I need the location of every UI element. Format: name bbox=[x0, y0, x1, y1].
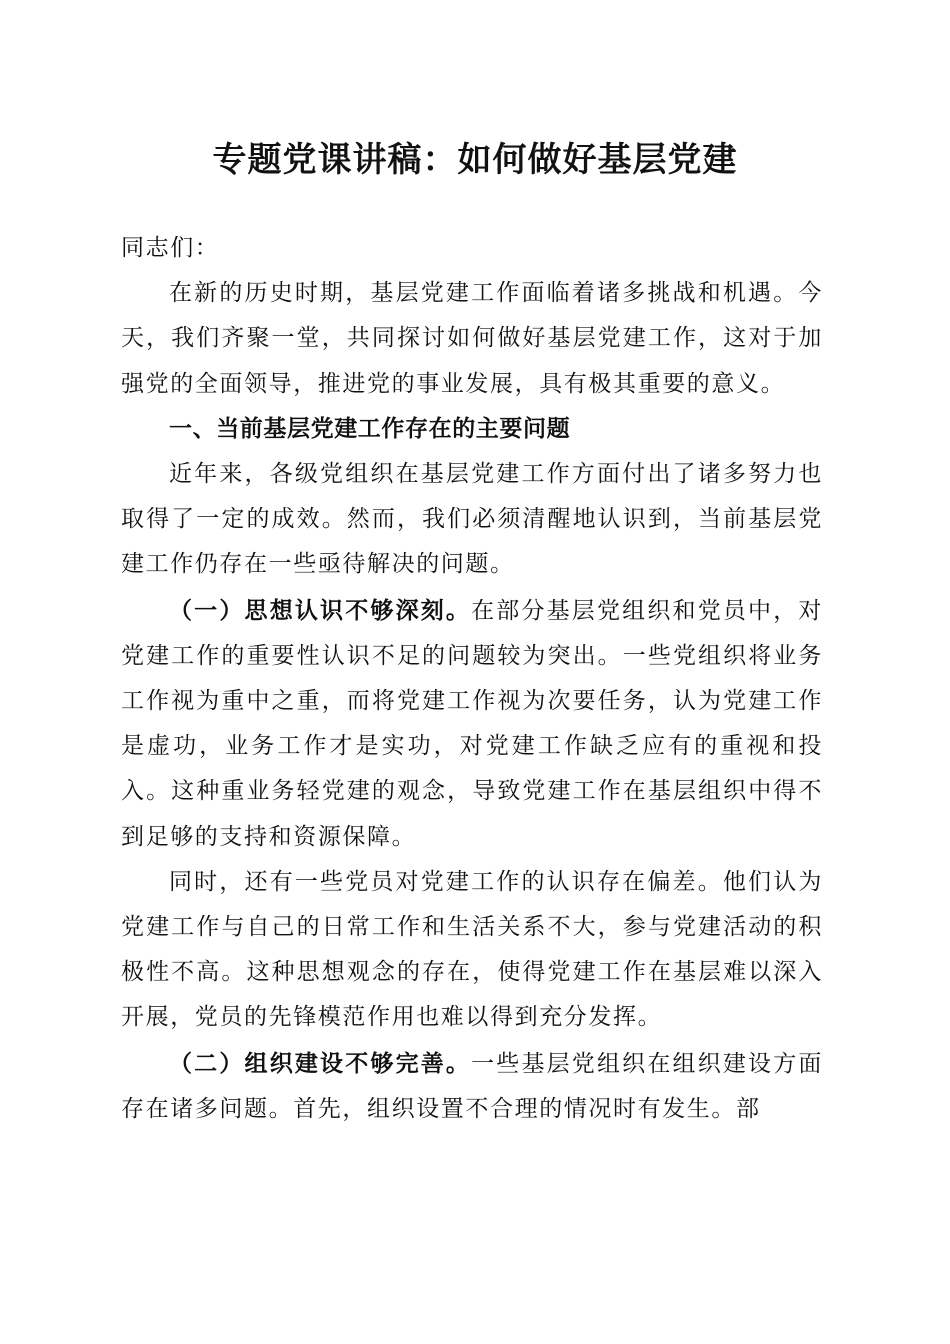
document-title: 专题党课讲稿：如何做好基层党建 bbox=[212, 140, 738, 180]
section-heading: 一、当前基层党建工作存在的主要问题 bbox=[169, 415, 571, 442]
subsection-2 bbox=[121, 1041, 823, 1132]
intro-paragraph: 在新的历史时期，基层党建工作面临着诸多挑战和机遇。今天，我们齐聚一堂，共同探讨如何做好基层党建工作，这对于加强党的全面领导，推进党的事业发展，具有极其重要的意义。 bbox=[121, 280, 823, 397]
subsection-1 bbox=[121, 588, 823, 860]
salutation: 同志们： bbox=[121, 235, 220, 261]
subsection-2-text: 一些基层党组织在组织建设方面存在诸多问题。首先，组织设置不合理的情况时有发生。部 bbox=[121, 1050, 823, 1122]
section-paragraph-2: 同时，还有一些党员对党建工作的认识存在偏差。他们认为党建工作与自己的日常工作和生活关系不大，参与党建活动的积极性不高。这种思想观念的存在，使得党建工作在基层难以深入开展，党员的先锋模范作用也难以得到充分发挥。 bbox=[121, 868, 823, 1031]
subsection-1-lead: （一）思想认识不够深刻。 bbox=[169, 596, 472, 624]
subsection-2-lead: （二）组织建设不够完善。 bbox=[169, 1049, 472, 1077]
subsection-1-text: 在部分基层党组织和党员中，对党建工作的重要性认识不足的问题较为突出。一些党组织将业务工作视为重中之重，而将党建工作视为次要任务，认为党建工作是虚功，业务工作才是实功，对党建工作缺乏应有的重视和投入。这种重业务轻党建的观念，导致党建工作在基层组织中得不到足够的支持和资源保障。 bbox=[121, 597, 823, 850]
document-body bbox=[121, 226, 823, 1132]
section-paragraph-1: 近年来，各级党组织在基层党建工作方面付出了诸多努力也取得了一定的成效。然而，我们必须清醒地认识到，当前基层党建工作仍存在一些亟待解决的问题。 bbox=[121, 461, 823, 578]
